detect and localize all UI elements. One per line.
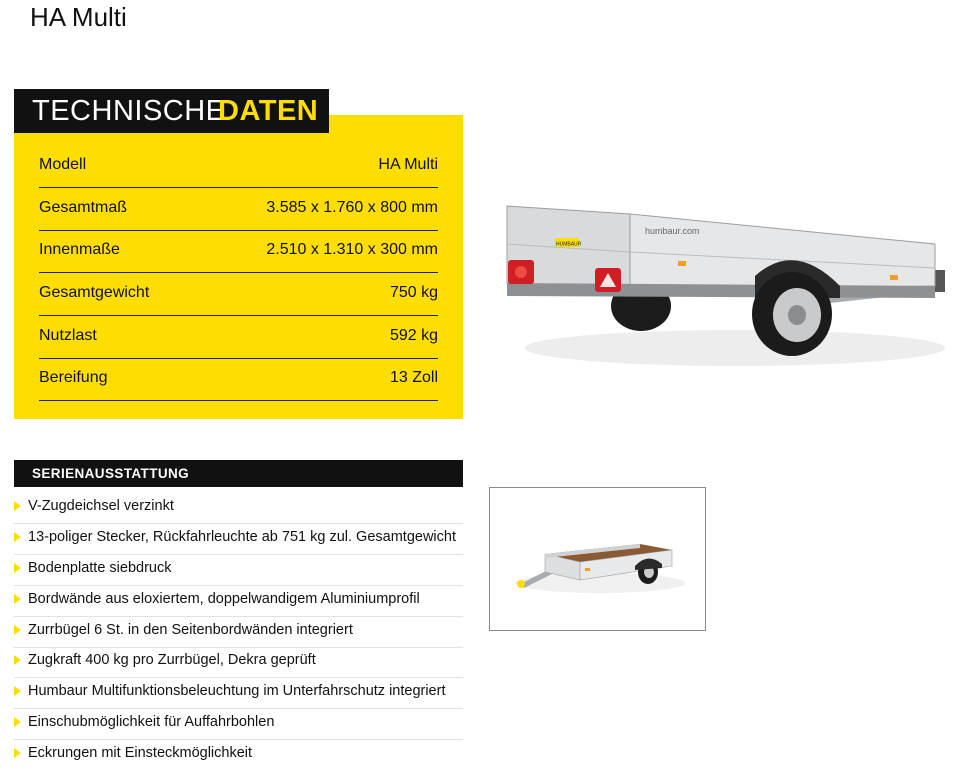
spec-row-innenmasse	[39, 230, 438, 273]
spec-label: Gesamtmaß	[39, 199, 128, 216]
spec-value: HA Multi	[378, 156, 438, 173]
trailer-thumbnail-image	[490, 488, 705, 630]
list-item-text: Zurrbügel 6 St. in den Seitenbordwänden integriert	[28, 622, 353, 638]
bullet-triangle-icon	[14, 501, 21, 511]
list-item	[14, 554, 463, 586]
list-item	[14, 646, 463, 678]
list-item-text: Humbaur Multifunktionsbeleuchtung im Unterfahrschutz integriert	[28, 683, 446, 699]
spec-row-bereifung	[39, 358, 438, 401]
list-item	[14, 523, 463, 555]
list-item-text: 13-poliger Stecker, Rückfahrleuchte ab 751 kg zul. Gesamtgewicht	[28, 529, 456, 545]
trailer-brand-text: humbaur.com	[645, 226, 700, 236]
list-item-text: Zugkraft 400 kg pro Zurrbügel, Dekra geprüft	[28, 652, 316, 668]
list-item-text: Einschubmöglichkeit für Auffahrbohlen	[28, 714, 275, 730]
list-item	[14, 492, 463, 524]
tech-header-part2: DATEN	[218, 95, 319, 127]
bullet-triangle-icon	[14, 717, 21, 727]
bullet-triangle-icon	[14, 655, 21, 665]
bullet-triangle-icon	[14, 594, 21, 604]
trailer-thumbnail[interactable]	[489, 487, 706, 631]
bullet-triangle-icon	[14, 563, 21, 573]
spec-label: Innenmaße	[39, 241, 120, 258]
spec-label: Gesamtgewicht	[39, 284, 150, 301]
list-item	[14, 677, 463, 709]
spec-label: Bereifung	[39, 369, 108, 386]
list-item-text: Bordwände aus eloxiertem, doppelwandigem Aluminiumprofil	[28, 591, 420, 607]
spec-value: 3.585 x 1.760 x 800 mm	[266, 199, 438, 216]
bullet-triangle-icon	[14, 532, 21, 542]
spec-row-nutzlast	[39, 316, 438, 359]
list-item	[14, 616, 463, 648]
spec-row-gesamtgewicht	[39, 273, 438, 316]
standard-header-text: SERIENAUSSTATTUNG	[32, 466, 190, 481]
page-title: HA Multi	[30, 2, 127, 32]
tech-data-header	[14, 89, 329, 133]
spec-label: Nutzlast	[39, 327, 97, 344]
list-item-text: Eckrungen mit Einsteckmöglichkeit	[28, 745, 253, 761]
trailer-plate-text: HUMBAUR	[556, 241, 582, 248]
bullet-triangle-icon	[14, 625, 21, 635]
list-item	[14, 739, 463, 770]
list-item	[14, 585, 463, 617]
tech-header-part1: TECHNISCHE	[32, 95, 226, 127]
trailer-image	[495, 188, 950, 373]
bullet-triangle-icon	[14, 686, 21, 696]
list-item-text: Bodenplatte siebdruck	[28, 560, 172, 576]
spec-row-gesamtmass	[39, 188, 438, 231]
standard-equipment-header	[14, 460, 463, 487]
spec-value: 13 Zoll	[389, 369, 438, 386]
spec-value: 592 kg	[389, 327, 438, 344]
bullet-triangle-icon	[14, 748, 21, 758]
spec-row-modell	[39, 145, 438, 188]
list-item-text: V-Zugdeichsel verzinkt	[28, 498, 174, 514]
list-item	[14, 708, 463, 740]
spec-label: Modell	[39, 156, 87, 173]
spec-value: 2.510 x 1.310 x 300 mm	[266, 241, 438, 258]
spec-value: 750 kg	[389, 284, 438, 301]
